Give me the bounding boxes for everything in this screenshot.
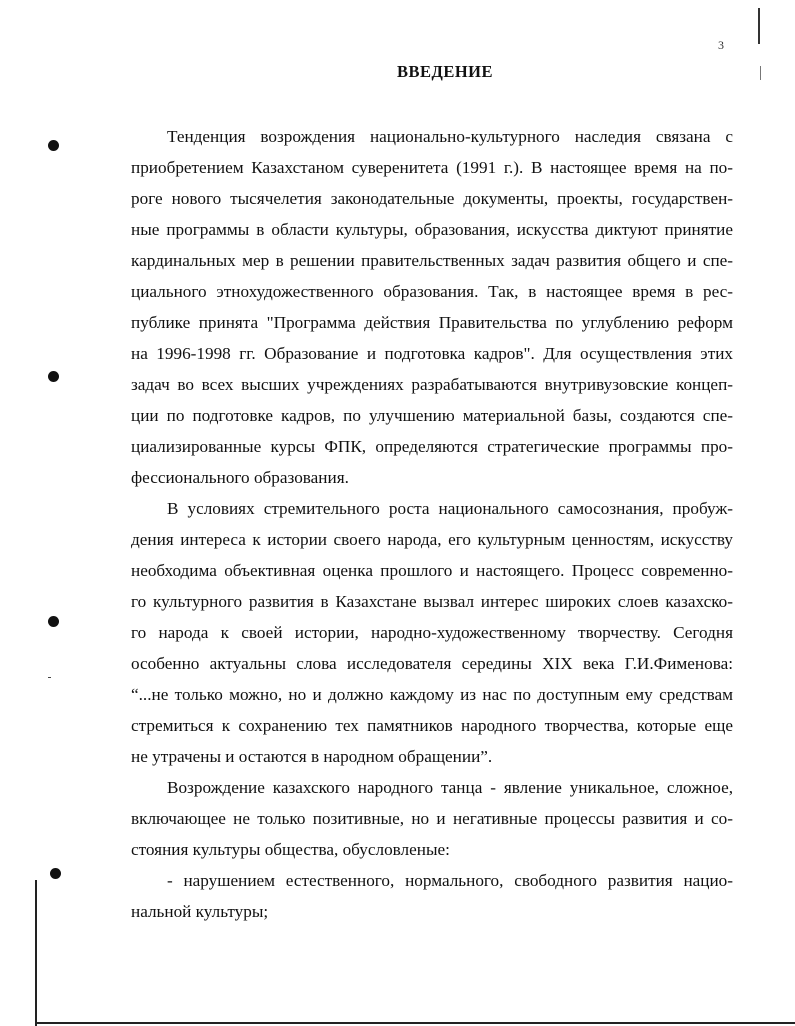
text-line: “...не только можно, но и должно каждому из нас по доступным ему средствам [131,685,733,704]
text-line: - нарушением естественного, нормального, свободного развития нацио- [167,871,733,890]
text-line: ции по подготовке кадров, по улучшению материальной базы, создаются спе- [131,406,733,425]
text-line: го культурного развития в Казахстане вызвал интерес широких слоев казахско- [131,592,733,611]
text-line: не утрачены и остаются в народном обращении”. [131,747,493,766]
text-line: включающее не только позитивные, но и негативные процессы развития и со- [131,809,733,828]
punch-hole-mark [48,371,59,382]
text-line: В условиях стремительного роста национального самосознания, пробуж- [167,499,733,518]
page-number: 3 [718,38,724,52]
text-line: фессионального образования. [131,468,349,487]
text-line: нальной культуры; [131,902,269,921]
text-line: роге нового тысячелетия законодательные документы, проекты, государствен- [131,189,733,208]
text-line: дения интереса к истории своего народа, его культурным ценностям, искусству [131,530,733,549]
text-line: го народа к своей истории, народно-художественному творчеству. Сегодня [131,623,733,642]
text-line: необходима объективная оценка прошлого и настоящего. Процесс современно- [131,561,733,580]
text-line: задач во всех высших учреждениях разрабатываются внутривузовские концеп- [131,375,733,394]
text-line: на 1996-1998 гг. Образование и подготовка кадров". Для осуществления этих [131,344,733,363]
text-line: циального этнохудожественного образования. Так, в настоящее время в рес- [131,282,733,301]
scan-edge-right-mark [760,66,761,80]
text-line: кардинальных мер в решении правительственных задач развития общего и спе- [131,251,733,270]
scan-edge-right [758,8,760,44]
punch-hole-mark [48,616,59,627]
scan-edge-bottom [35,1022,795,1024]
scan-speck [48,677,51,678]
text-line: стремиться к сохранению тех памятников народного творчества, которые еще [131,716,733,735]
text-line: Тенденция возрождения национально-культурного наследия связана с [167,127,733,146]
text-line: циализированные курсы ФПК, определяются стратегические программы про- [131,437,733,456]
punch-hole-mark [48,140,59,151]
text-line: приобретением Казахстаном суверенитета (1991 г.). В настоящее время на по- [131,158,733,177]
text-line: публике принята "Программа действия Правительства по углублению реформ [131,313,733,332]
text-line: особенно актуальны слова исследователя середины XIX века Г.И.Фименова: [131,654,733,673]
text-line: Возрождение казахского народного танца - явление уникальное, сложное, [167,778,733,797]
page-title: ВВЕДЕНИЕ [396,62,494,81]
text-line: ные программы в области культуры, образования, искусства диктуют принятие [131,220,733,239]
punch-hole-mark [50,868,61,879]
scan-edge-left [35,880,37,1026]
text-line: стояния культуры общества, обусловленые: [131,840,450,859]
